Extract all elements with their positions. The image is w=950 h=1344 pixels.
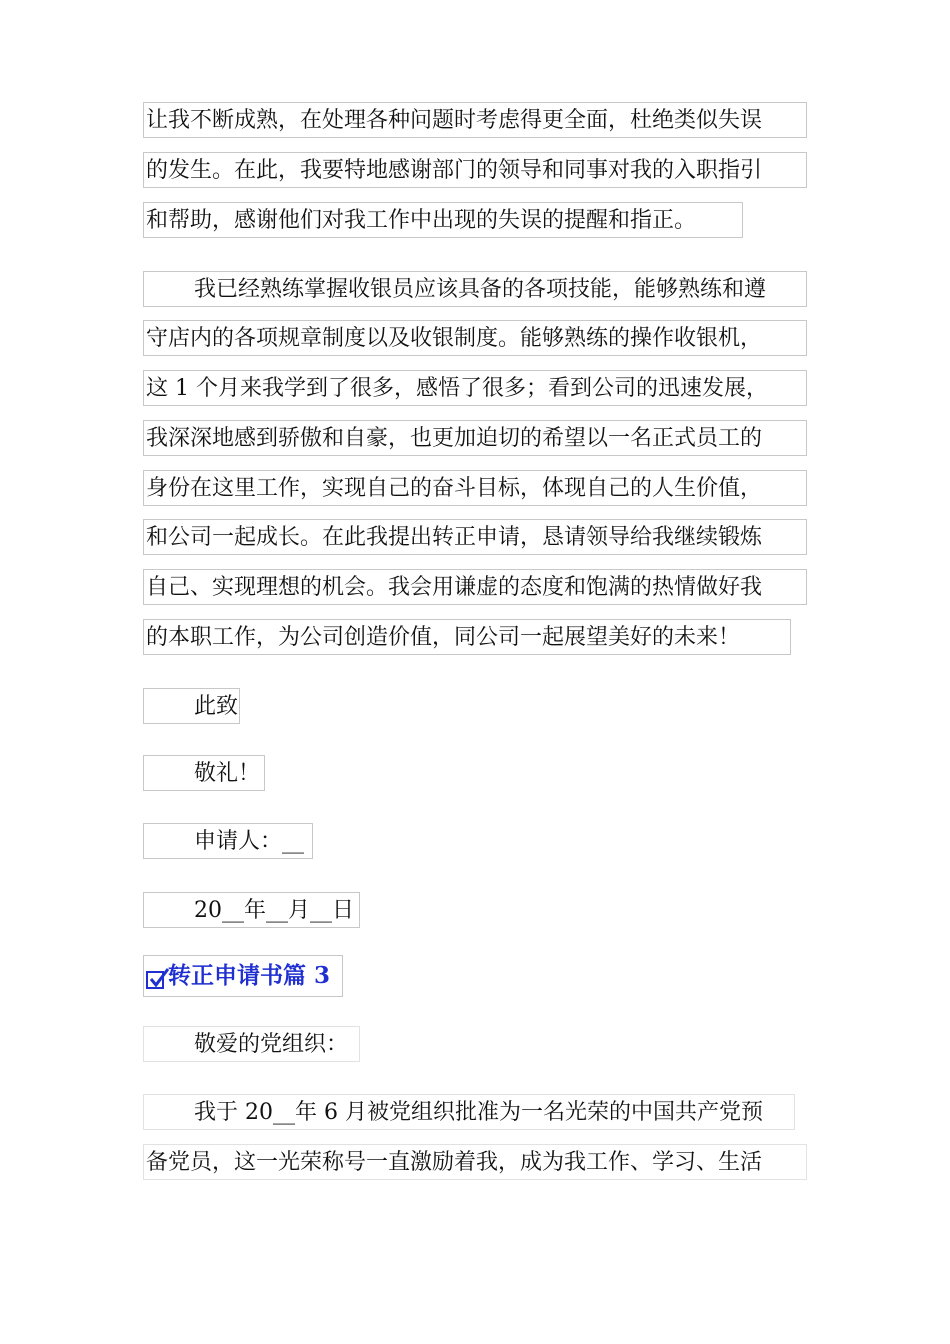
section-3-line-1: 我于 20__年 6 月被党组织批准为一名光荣的中国共产党预	[143, 1094, 795, 1130]
applicant-signature-line: 申请人：__	[143, 823, 313, 859]
closing-greeting: 此致	[143, 688, 240, 724]
section-3-heading	[143, 955, 343, 997]
section-3-salutation: 敬爱的党组织：	[143, 1026, 360, 1062]
section-3-title: 转正申请书篇 3	[168, 962, 331, 989]
paragraph-2-line-1: 我已经熟练掌握收银员应该具备的各项技能，能够熟练和遵	[143, 271, 807, 307]
paragraph-2-line-4: 我深深地感到骄傲和自豪，也更加迫切的希望以一名正式员工的	[143, 420, 807, 456]
paragraph-2-line-8: 的本职工作，为公司创造价值，同公司一起展望美好的未来！	[143, 619, 791, 655]
paragraph-2-line-7: 自己、实现理想的机会。我会用谦虚的态度和饱满的热情做好我	[143, 569, 807, 605]
paragraph-1-line-3: 和帮助，感谢他们对我工作中出现的失误的提醒和指正。	[143, 202, 743, 238]
section-3-line-2: 备党员，这一光荣称号一直激励着我，成为我工作、学习、生活	[143, 1144, 807, 1180]
paragraph-2-line-6: 和公司一起成长。在此我提出转正申请，恳请领导给我继续锻炼	[143, 519, 807, 555]
application-date: 20__年__月__日	[143, 892, 360, 928]
paragraph-2-line-2: 守店内的各项规章制度以及收银制度。能够熟练的操作收银机，	[143, 320, 807, 356]
paragraph-2-line-5: 身份在这里工作，实现自己的奋斗目标，体现自己的人生价值，	[143, 470, 807, 506]
paragraph-2-line-3: 这 1 个月来我学到了很多，感悟了很多；看到公司的迅速发展，	[143, 370, 807, 406]
paragraph-1-line-2: 的发生。在此，我要特地感谢部门的领导和同事对我的入职指引	[143, 152, 807, 188]
paragraph-1-line-1: 让我不断成熟，在处理各种问题时考虑得更全面，杜绝类似失误	[143, 102, 807, 138]
checkbox-icon	[146, 971, 164, 989]
closing-salute: 敬礼！	[143, 755, 265, 791]
